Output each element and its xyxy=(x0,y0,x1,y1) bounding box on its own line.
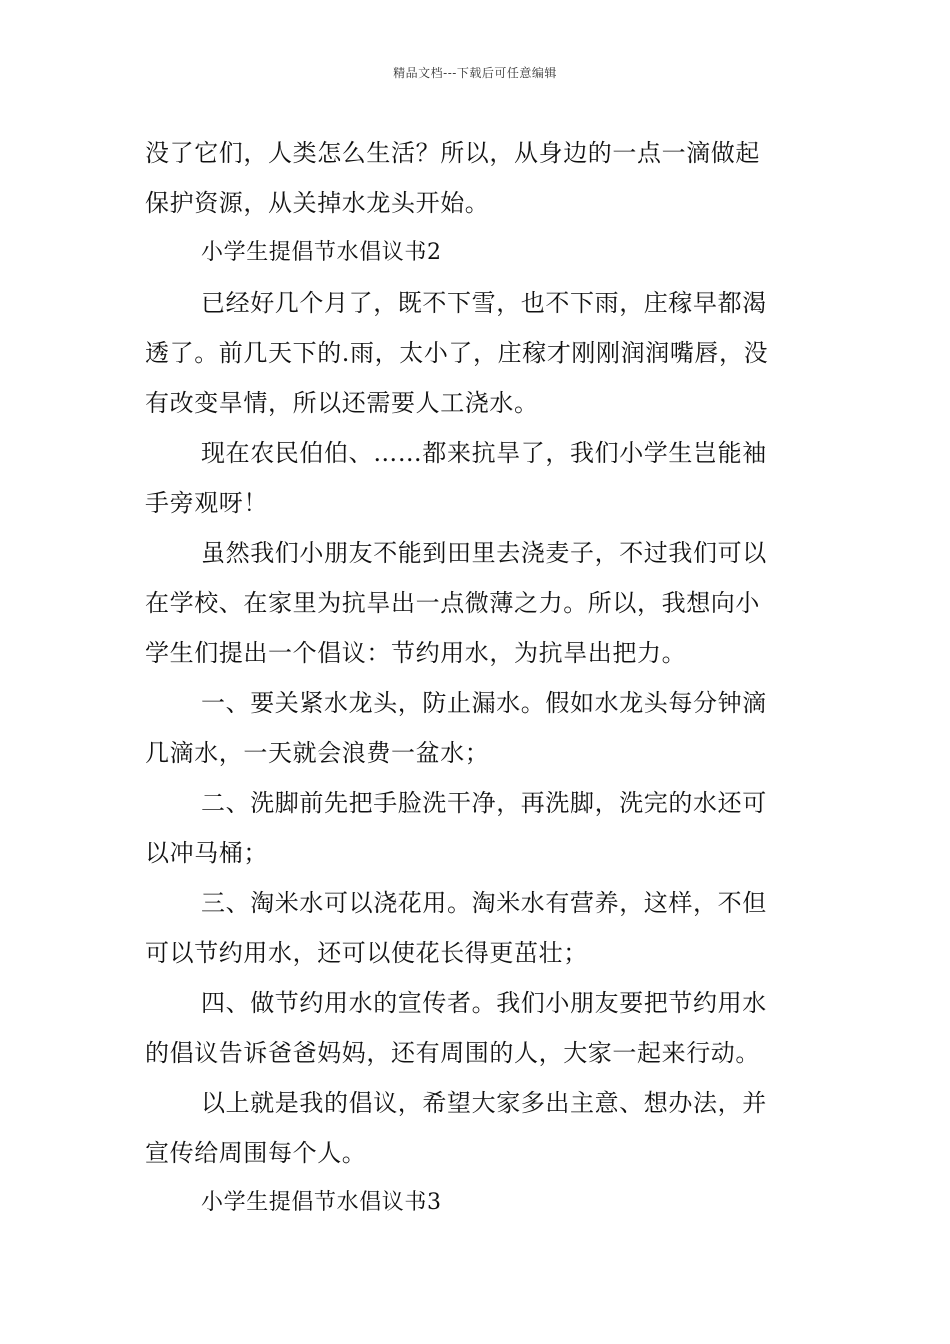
paragraph-line: 在学校、在家里为抗旱出一点微薄之力。所以，我想向小 xyxy=(145,589,760,617)
paragraph-line: 透了。前几天下的.雨，太小了，庄稼才刚刚润润嘴唇，没 xyxy=(145,339,769,367)
paragraph-line: 以冲马桶； xyxy=(145,839,268,867)
paragraph-line: 二、洗脚前先把手脸洗干净，再洗脚，洗完的水还可 xyxy=(201,789,767,817)
paragraph-line: 以上就是我的倡议，希望大家多出主意、想办法，并 xyxy=(201,1089,767,1117)
section-heading: 小学生提倡节水倡议书2 xyxy=(201,240,442,265)
paragraph-line: 已经好几个月了，既不下雪，也不下雨，庄稼早都渴 xyxy=(201,289,767,317)
paragraph-line: 有改变旱情，所以还需要人工浇水。 xyxy=(145,389,539,417)
section-heading: 小学生提倡节水倡议书3 xyxy=(201,1190,442,1215)
paragraph-line: 手旁观呀！ xyxy=(145,489,268,517)
paragraph-line: 虽然我们小朋友不能到田里去浇麦子，不过我们可以 xyxy=(201,539,767,567)
paragraph-line: 现在农民伯伯、……都来抗旱了，我们小学生岂能袖 xyxy=(201,439,767,467)
paragraph-line: 可以节约用水，还可以使花长得更茁壮； xyxy=(145,939,588,967)
paragraph-line: 学生们提出一个倡议：节约用水，为抗旱出把力。 xyxy=(145,639,687,667)
paragraph-line: 四、做节约用水的宣传者。我们小朋友要把节约用水 xyxy=(201,989,767,1017)
paragraph-line: 一、要关紧水龙头，防止漏水。假如水龙头每分钟滴 xyxy=(201,689,767,717)
paragraph-line: 没了它们，人类怎么生活？所以，从身边的一点一滴做起 xyxy=(145,139,760,167)
document-body xyxy=(145,128,810,1228)
page-header: 精品文档---下载后可任意编辑 xyxy=(393,66,557,80)
paragraph-line: 几滴水，一天就会浪费一盆水； xyxy=(145,739,490,767)
paragraph-line: 保护资源，从关掉水龙头开始。 xyxy=(145,189,490,217)
paragraph-line: 宣传给周围每个人。 xyxy=(145,1139,367,1167)
paragraph-line: 三、淘米水可以浇花用。淘米水有营养，这样，不但 xyxy=(201,889,767,917)
paragraph-line: 的倡议告诉爸爸妈妈，还有周围的人，大家一起来行动。 xyxy=(145,1039,760,1067)
